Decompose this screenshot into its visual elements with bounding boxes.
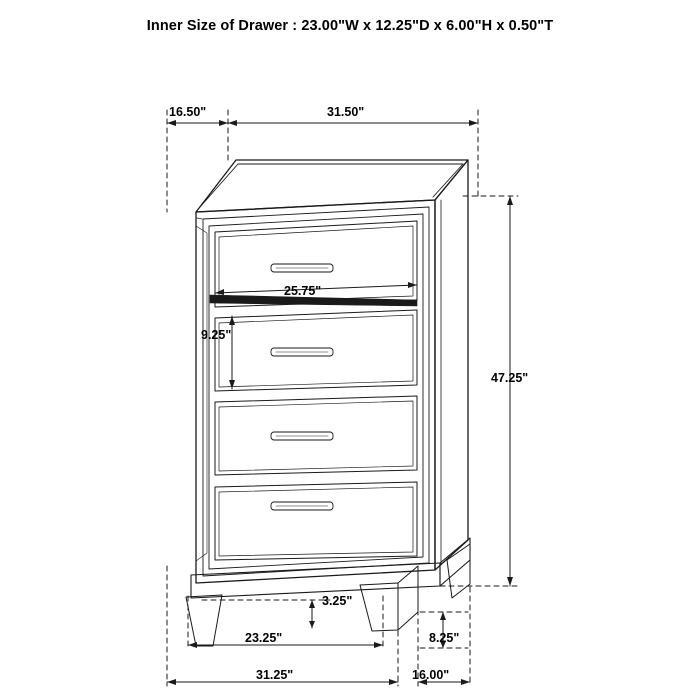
dim-top-width: 31.50" bbox=[327, 105, 365, 119]
dim-base-clearance: 3.25" bbox=[322, 594, 353, 608]
dim-base-inner-width: 23.25" bbox=[245, 631, 283, 645]
page-title: Inner Size of Drawer : 23.00"W x 12.25"D x 6.00"H x 0.50"T bbox=[146, 18, 554, 34]
dim-base-depth: 16.00" bbox=[412, 668, 450, 682]
dim-base-width: 31.25" bbox=[256, 668, 294, 682]
dim-overall-height: 47.25" bbox=[491, 371, 529, 385]
dim-top-depth: 16.50" bbox=[169, 105, 207, 119]
dim-foot-height: 8.25" bbox=[429, 631, 460, 645]
dim-drawer-front-height: 9.25" bbox=[201, 328, 232, 342]
dim-drawer-front-width: 25.75" bbox=[284, 284, 322, 298]
